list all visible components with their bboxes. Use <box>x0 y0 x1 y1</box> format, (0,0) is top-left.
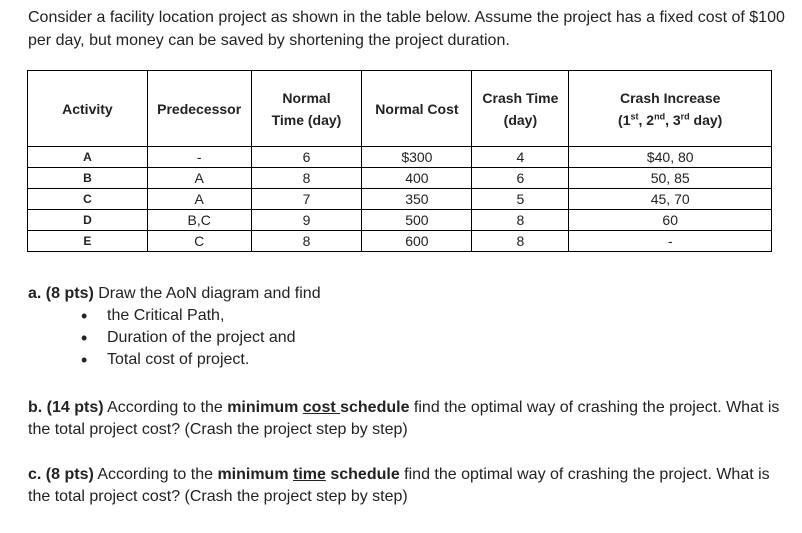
cell-activity: B <box>28 168 148 189</box>
list-item: • Duration of the project and <box>28 327 321 349</box>
cell-normal-time: 9 <box>251 210 362 231</box>
question-a <box>28 283 321 371</box>
list-item: • Total cost of project. <box>28 349 321 371</box>
cell-normal-cost: 600 <box>362 231 472 252</box>
cell-crash-increase: 60 <box>569 210 772 231</box>
cell-crash-increase: 45, 70 <box>569 189 772 210</box>
cell-activity: C <box>28 189 148 210</box>
cell-normal-time: 6 <box>251 147 362 168</box>
question-a-bullet-list <box>28 305 321 371</box>
table-row <box>28 168 772 189</box>
cell-activity: E <box>28 231 148 252</box>
cell-predecessor: A <box>147 189 251 210</box>
header-normal-cost: Normal Cost <box>362 71 472 147</box>
activity-table <box>27 70 772 252</box>
question-a-prompt <box>28 283 321 305</box>
header-normal-time-line1: Normal <box>282 89 331 106</box>
header-crash-increase-line1: Crash Increase <box>620 89 721 106</box>
cell-crash-increase: - <box>569 231 772 252</box>
cell-activity: D <box>28 210 148 231</box>
header-normal-time <box>251 71 362 147</box>
cell-crash-increase: 50, 85 <box>569 168 772 189</box>
question-b-label: b. (14 pts) <box>28 399 104 416</box>
cell-activity: A <box>28 147 148 168</box>
question-a-label: a. (8 pts) <box>28 285 94 302</box>
cell-normal-cost: 350 <box>362 189 472 210</box>
question-c-label: c. (8 pts) <box>28 466 94 483</box>
list-item: • the Critical Path, <box>28 305 321 327</box>
table-header-row <box>28 71 772 147</box>
table-row <box>28 210 772 231</box>
cell-normal-time: 8 <box>251 168 362 189</box>
table-row <box>28 231 772 252</box>
header-crash-increase <box>569 71 772 147</box>
cell-normal-cost: 500 <box>362 210 472 231</box>
cell-crash-time: 8 <box>472 231 569 252</box>
table-row <box>28 147 772 168</box>
cell-crash-time: 4 <box>472 147 569 168</box>
question-c: c. (8 pts) According to the minimum time schedule find the optimal way of crashing the project. What is the total project cost? (Crash the project step by step) <box>28 466 770 505</box>
cell-predecessor: - <box>147 147 251 168</box>
cell-crash-time: 8 <box>472 210 569 231</box>
intro-paragraph: Consider a facility location project as shown in the table below. Assume the project has a fixed cost of $100 per day, but money can be saved by shortening the project duration. <box>28 9 785 49</box>
header-crash-time <box>472 71 569 147</box>
cell-normal-time: 7 <box>251 189 362 210</box>
table-row <box>28 189 772 210</box>
header-crash-increase-line2: (1st, 2nd, 3rd day) <box>618 110 723 128</box>
cell-predecessor: B,C <box>147 210 251 231</box>
header-crash-time-line2: (day) <box>503 111 538 128</box>
cell-predecessor: C <box>147 231 251 252</box>
cell-crash-time: 6 <box>472 168 569 189</box>
header-normal-time-line2: Time (day) <box>271 111 342 128</box>
cell-crash-time: 5 <box>472 189 569 210</box>
cell-normal-cost: 400 <box>362 168 472 189</box>
question-b: b. (14 pts) According to the minimum cost schedule find the optimal way of crashing the project. What is the total project cost? (Crash the project step by step) <box>28 399 780 438</box>
cell-predecessor: A <box>147 168 251 189</box>
cell-normal-cost: $300 <box>362 147 472 168</box>
header-crash-time-line1: Crash Time <box>482 89 559 106</box>
header-predecessor: Predecessor <box>147 71 251 147</box>
cell-crash-increase: $40, 80 <box>569 147 772 168</box>
header-activity: Activity <box>28 71 148 147</box>
question-a-text: Draw the AoN diagram and find <box>93 285 321 302</box>
cell-normal-time: 8 <box>251 231 362 252</box>
